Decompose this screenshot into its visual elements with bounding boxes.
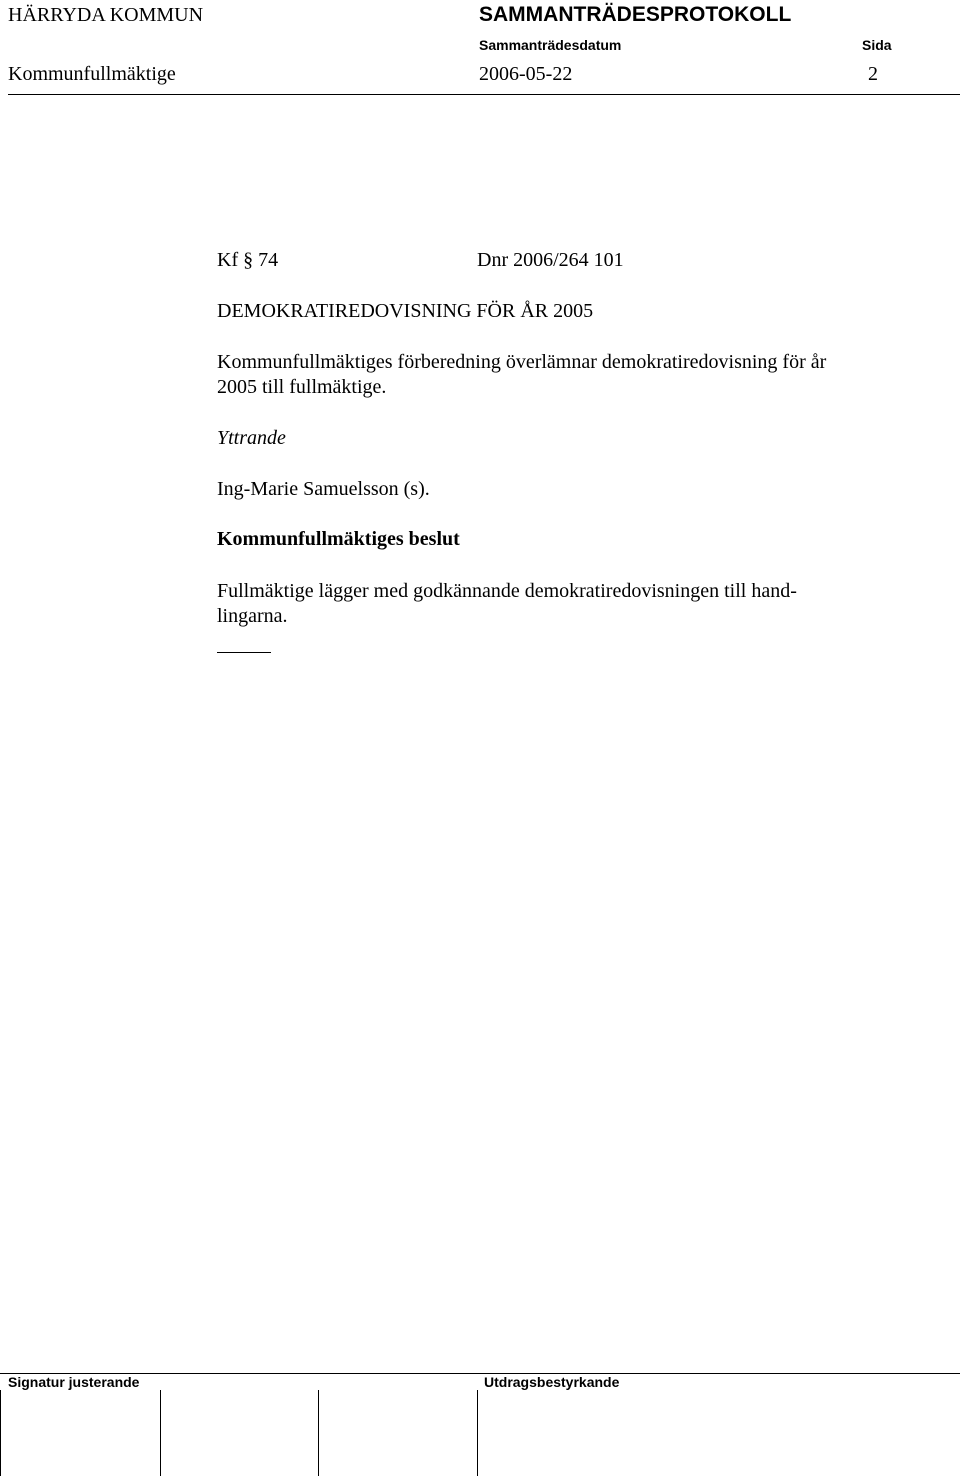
signature-box-border — [0, 1390, 1, 1476]
item-title: DEMOKRATIREDOVISNING FÖR ÅR 2005 — [217, 300, 594, 322]
signature-box-divider — [160, 1390, 161, 1476]
governing-body: Kommunfullmäktige — [8, 63, 176, 85]
page-label: Sida — [862, 37, 892, 53]
meeting-date-label: Sammanträdesdatum — [479, 37, 622, 53]
intro-line: 2005 till fullmäktige. — [217, 376, 387, 398]
decision-line: Fullmäktige lägger med godkännande demokratiredovisningen till hand- — [217, 580, 797, 602]
signature-box-divider — [318, 1390, 319, 1476]
organization-name: HÄRRYDA KOMMUN — [8, 4, 204, 26]
document-type: SAMMANTRÄDESPROTOKOLL — [479, 3, 792, 26]
decision-heading: Kommunfullmäktiges beslut — [217, 528, 460, 550]
decision-text — [217, 579, 917, 629]
case-number: Dnr 2006/264 101 — [477, 249, 624, 271]
item-introduction — [217, 350, 917, 400]
statements-heading: Yttrande — [217, 427, 286, 449]
meeting-date: 2006-05-22 — [479, 63, 573, 85]
signature-label: Signatur justerande — [8, 1374, 140, 1390]
paragraph-number: Kf § 74 — [217, 249, 279, 271]
extract-certification-label: Utdragsbestyrkande — [484, 1374, 620, 1390]
page-number: 2 — [868, 63, 878, 85]
speaker-name: Ing-Marie Samuelsson (s). — [217, 478, 430, 500]
footer-divider — [0, 1373, 960, 1374]
header-divider — [8, 94, 960, 95]
item-end-rule — [217, 652, 271, 653]
decision-line: lingarna. — [217, 605, 288, 627]
signature-box-divider — [477, 1390, 478, 1476]
intro-line: Kommunfullmäktiges förberedning överlämnar demokratiredovisning för år — [217, 351, 827, 373]
